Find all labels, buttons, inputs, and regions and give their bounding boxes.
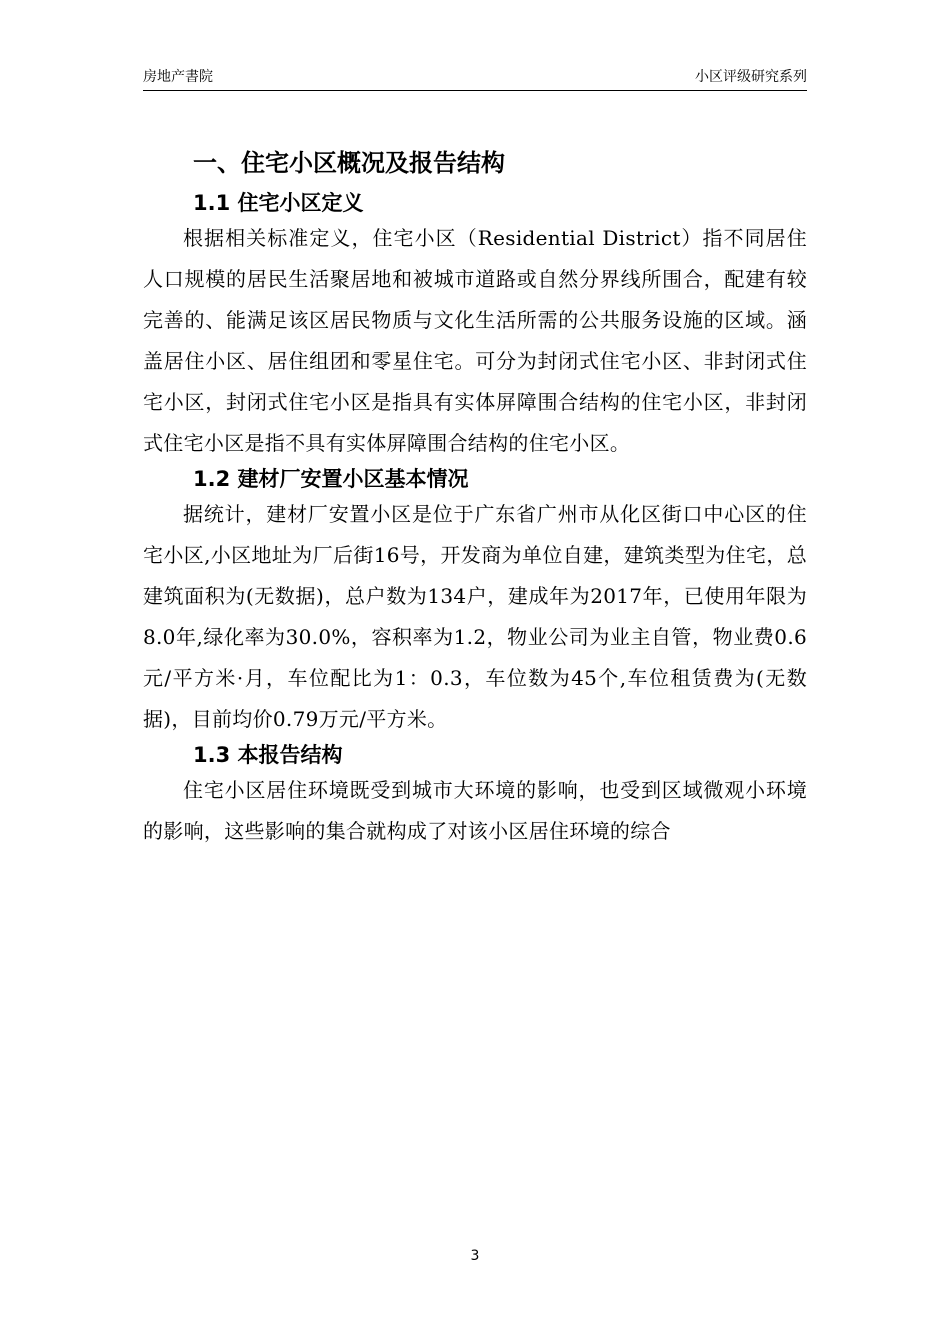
section-title-1-3: 1.3 本报告结构 <box>193 743 343 767</box>
chapter-title: 一、住宅小区概况及报告结构 <box>193 149 505 177</box>
section-title-1-1: 1.1 住宅小区定义 <box>193 191 364 215</box>
page-content <box>143 138 807 852</box>
page-number: 3 <box>470 1248 480 1264</box>
section-body-1-3: 住宅小区居住环境既受到城市大环境的影响，也受到区域微观小环境的影响，这些影响的集合就构成了对该小区居住环境的综合 <box>143 778 807 843</box>
header-series-title: 小区评级研究系列 <box>695 69 807 85</box>
running-header <box>143 68 807 91</box>
section-title-1-2: 1.2 建材厂安置小区基本情况 <box>193 467 469 491</box>
section-body-1-1: 根据相关标准定义，住宅小区（Residential District）指不同居住人口规模的居民生活聚居地和被城市道路或自然分界线所围合，配建有较完善的、能满足该区居民物质与文化生活所需的公共服务设施的区域。涵盖居住小区、居住组团和零星住宅。可分为封闭式住宅小区、非封闭式住宅小区，封闭式住宅小区是指具有实体屏障围合结构的住宅小区，非封闭式住宅小区是指不具有实体屏障围合结构的住宅小区。 <box>143 226 807 455</box>
section-body-1-2: 据统计，建材厂安置小区是位于广东省广州市从化区街口中心区的住宅小区,小区地址为厂后街16号，开发商为单位自建，建筑类型为住宅，总建筑面积为(无数据)，总户数为134户，建成年为2017年，已使用年限为8.0年,绿化率为30.0%，容积率为1.2，物业公司为业主自管，物业费0.6元/平方米·月，车位配比为1：0.3，车位数为45个,车位租赁费为(无数据)，目前均价0.79万元/平方米。 <box>143 502 807 731</box>
header-publisher: 房地产書院 <box>143 69 213 85</box>
